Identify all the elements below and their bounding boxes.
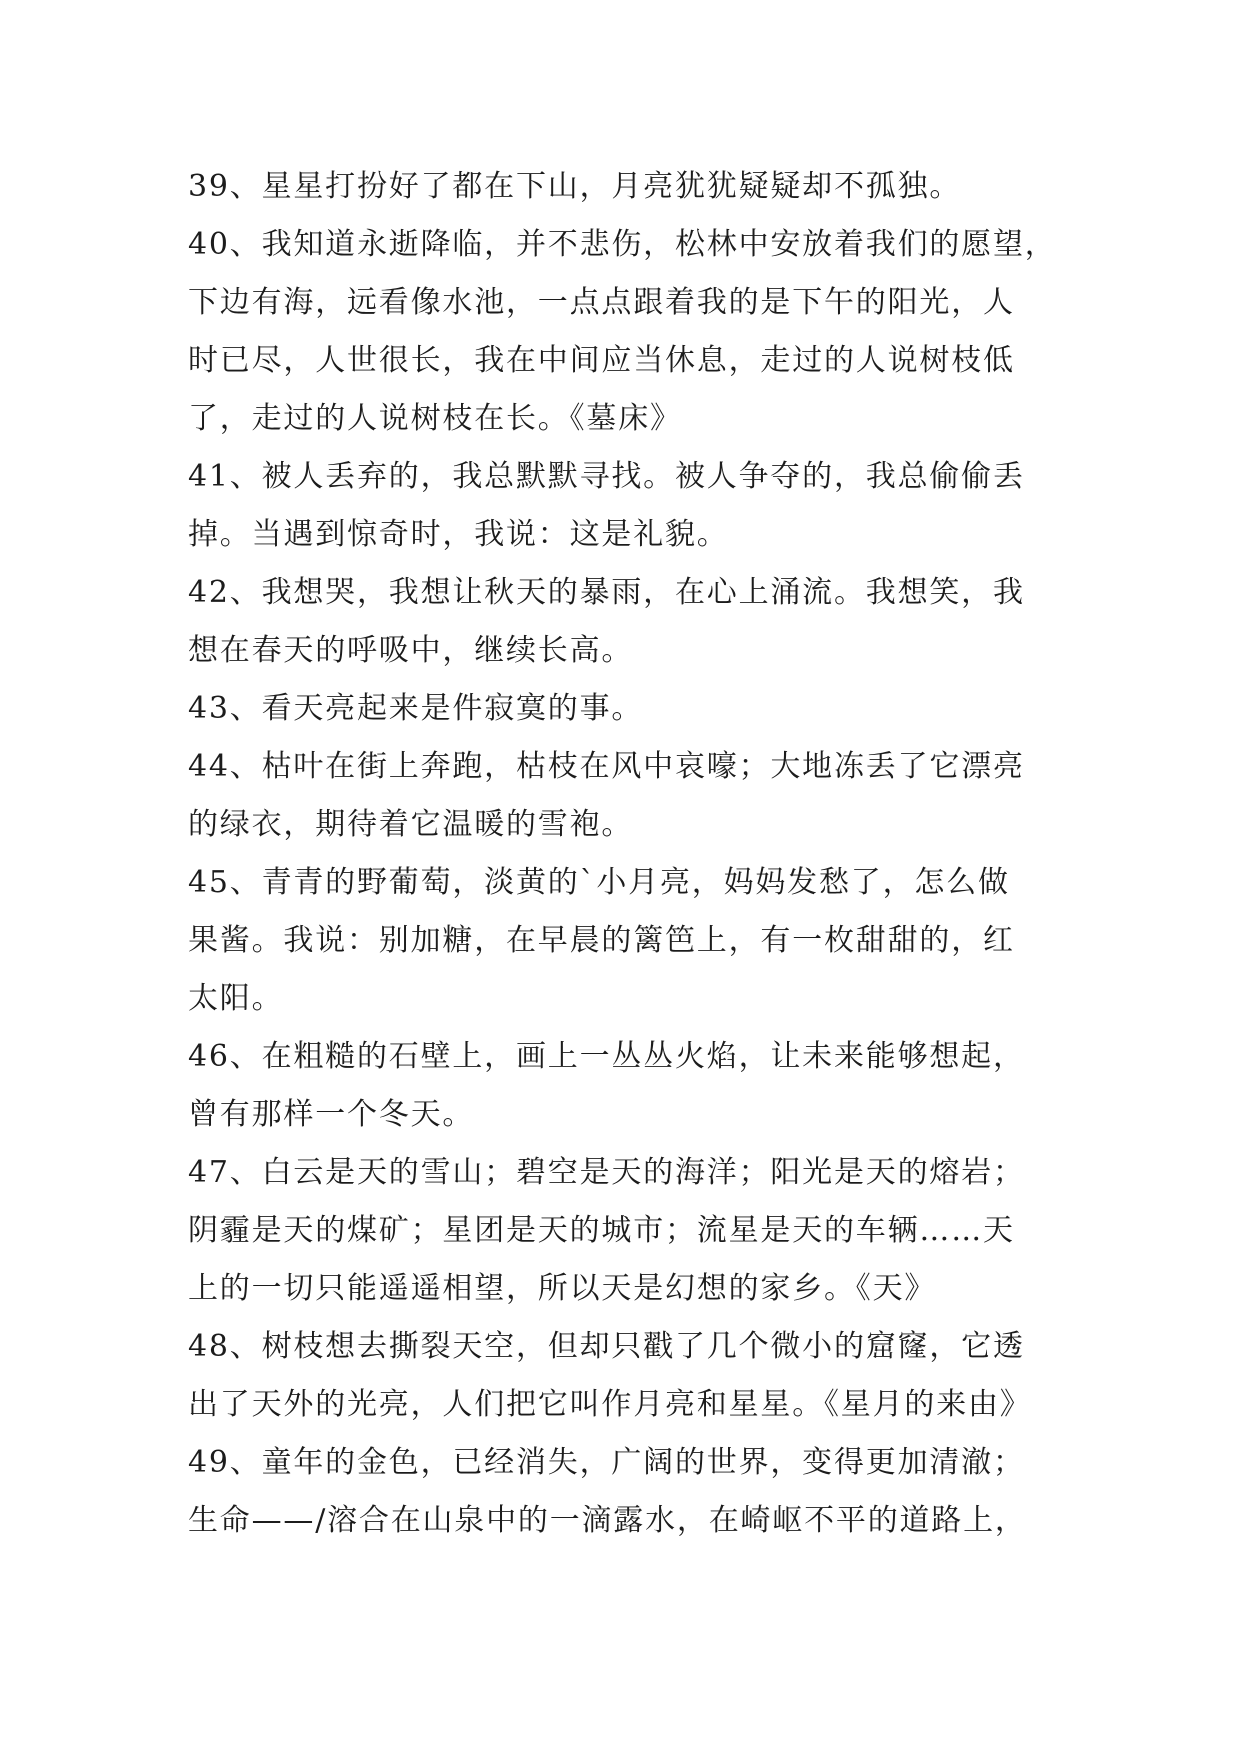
text-line: 曾有那样一个冬天。: [188, 1097, 475, 1132]
text-line: 生命——/溶合在山泉中的一滴露水，在崎岖不平的道路上，: [188, 1503, 1027, 1538]
text-line: 出了天外的光亮，人们把它叫作月亮和星星。《星月的来由》: [188, 1387, 1032, 1422]
text-line: 40、我知道永逝降临，并不悲伤，松林中安放着我们的愿望，: [188, 227, 1057, 262]
text-line: 上的一切只能遥遥相望，所以天是幻想的家乡。《天》: [188, 1271, 937, 1306]
text-line: 39、星星打扮好了都在下山，月亮犹犹疑疑却不孤独。: [188, 169, 962, 204]
text-line: 49、童年的金色，已经消失，广阔的世界，变得更加清澈；: [188, 1445, 1025, 1480]
text-line: 时已尽，人世很长，我在中间应当休息，走过的人说树枝低: [188, 343, 1015, 378]
text-line: 45、青青的野葡萄，淡黄的`小月亮，妈妈发愁了，怎么做: [188, 865, 1010, 900]
text-line: 43、看天亮起来是件寂寞的事。: [188, 691, 644, 726]
text-line: 下边有海，远看像水池，一点点跟着我的是下午的阳光，人: [188, 285, 1015, 320]
text-line: 的绿衣，期待着它温暖的雪袍。: [188, 807, 634, 842]
text-line: 太阳。: [188, 981, 284, 1016]
text-line: 想在春天的呼吸中，继续长高。: [188, 633, 634, 668]
text-line: 掉。当遇到惊奇时，我说：这是礼貌。: [188, 517, 729, 552]
text-line: 46、在粗糙的石壁上，画上一丛丛火焰，让未来能够想起，: [188, 1039, 1025, 1074]
text-line: 44、枯叶在街上奔跑，枯枝在风中哀嚎；大地冻丢了它漂亮: [188, 749, 1025, 784]
text-line: 48、树枝想去撕裂天空，但却只戳了几个微小的窟窿，它透: [188, 1329, 1025, 1364]
text-line: 47、白云是天的雪山；碧空是天的海洋；阳光是天的熔岩；: [188, 1155, 1025, 1190]
text-line: 了，走过的人说树枝在长。《墓床》: [188, 401, 682, 436]
text-line: 42、我想哭，我想让秋天的暴雨，在心上涌流。我想笑，我: [188, 575, 1025, 610]
text-line: 阴霾是天的煤矿；星团是天的城市；流星是天的车辆……天: [188, 1213, 1015, 1248]
text-line: 果酱。我说：别加糖，在早晨的篱笆上，有一枚甜甜的，红: [188, 923, 1015, 958]
text-line: 41、被人丢弃的，我总默默寻找。被人争夺的，我总偷偷丢: [188, 459, 1025, 494]
